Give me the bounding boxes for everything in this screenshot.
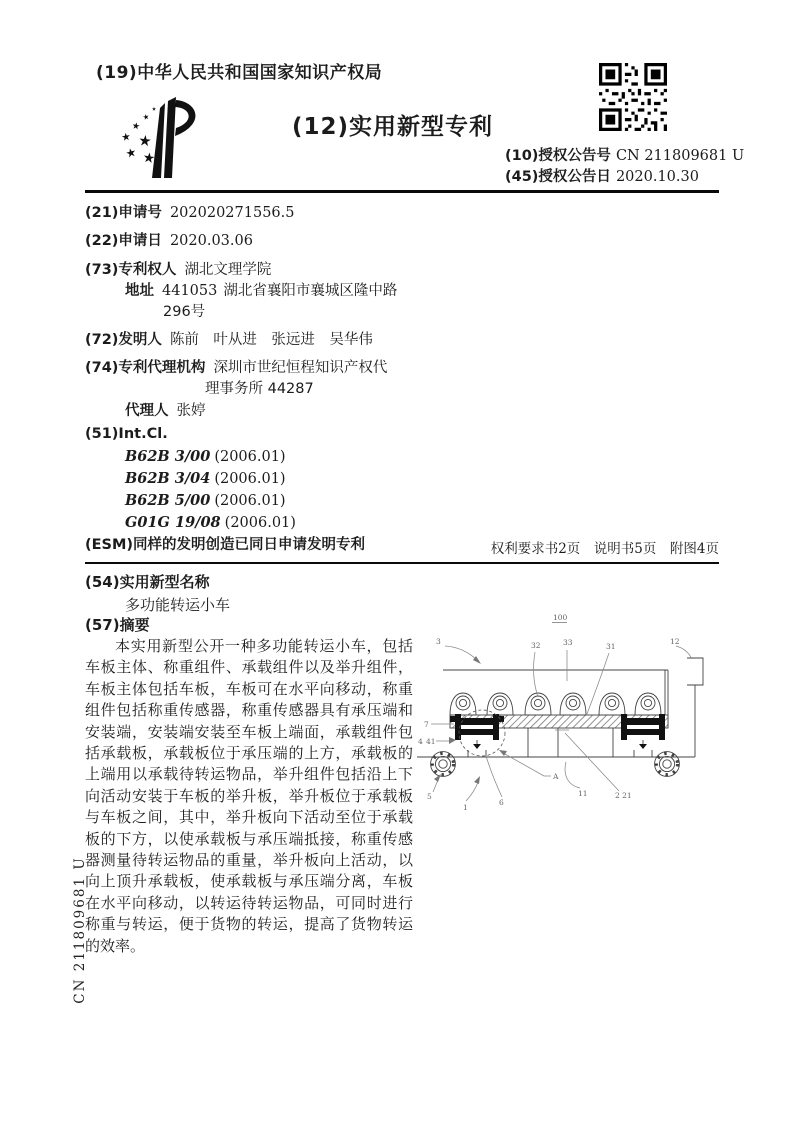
intcl-version: (2006.01): [214, 449, 286, 465]
doc-type-title: (12)实用新型专利: [292, 114, 494, 140]
ref-A: A: [553, 772, 559, 781]
address-line1: 湖北省襄阳市襄城区隆中路: [223, 283, 398, 299]
ref-12: 12: [670, 637, 680, 646]
agency-value-line1: 深圳市世纪恒程知识产权代: [213, 360, 388, 376]
intcl-code-row: [125, 514, 296, 531]
cnipa-logo: [118, 94, 218, 190]
pages-info: 权利要求书2页 说明书5页 附图4页: [490, 541, 719, 557]
sensor-assembly-left: [450, 714, 504, 757]
pub-date-value: 2020.10.30: [615, 169, 699, 185]
patentee-row: [85, 258, 271, 279]
ref-6: 6: [499, 798, 504, 807]
patent-figure-drawing: [405, 598, 735, 838]
application-date-label: (22)申请日: [85, 233, 162, 249]
ref-11: 11: [578, 789, 588, 798]
ref-7: 7: [424, 720, 429, 729]
figure-number: 100: [553, 613, 568, 622]
agency-value-line2: 理事务所 44287: [205, 381, 314, 397]
invention-title: 多功能转运小车: [125, 596, 231, 614]
title-section-label: (54)实用新型名称: [85, 573, 210, 591]
intcl-code: B62B 3/00: [125, 448, 211, 465]
qr-code: [599, 63, 667, 135]
ref-1: 1: [463, 803, 468, 812]
intcl-code-row: [125, 492, 286, 509]
intcl-label: (51)Int.Cl.: [85, 426, 168, 442]
application-number-row: [85, 201, 294, 222]
address-line2: 296号: [163, 304, 206, 320]
intcl-version: (2006.01): [214, 471, 286, 487]
agent-label: 代理人: [125, 403, 169, 419]
publication-block: [505, 146, 744, 188]
figure-labels: [418, 613, 680, 812]
address-label: 地址: [125, 283, 154, 299]
intcl-row: [85, 426, 176, 442]
patentee-address-row: [125, 279, 397, 300]
application-date-row: [85, 229, 253, 250]
agent-row: [125, 399, 206, 420]
address-zip: 441053: [162, 283, 218, 299]
patent-figure: [405, 598, 735, 838]
patentee-label: (73)专利权人: [85, 262, 177, 278]
abstract-section-label: (57)摘要: [85, 616, 150, 634]
application-date-value: 2020.03.06: [169, 233, 253, 249]
ref-32: 32: [531, 641, 541, 650]
patent-office-name: (19)中华人民共和国国家知识产权局: [96, 63, 383, 83]
application-number-label: (21)申请号: [85, 205, 162, 221]
pub-number-row: [505, 146, 744, 167]
pub-number-value: CN 211809681 U: [615, 148, 745, 164]
ref-41: 41: [426, 737, 436, 746]
ref-4: 4: [418, 737, 423, 746]
ref-2-21: 2 21: [615, 791, 632, 800]
ref-33: 33: [563, 638, 573, 647]
roller-brackets: [450, 693, 661, 715]
intcl-code-row: [125, 448, 286, 465]
pub-date-label: (45)授权公告日: [505, 169, 611, 185]
pub-date-row: [505, 167, 744, 188]
agent-value: 张婷: [176, 403, 206, 419]
pub-number-label: (10)授权公告号: [505, 148, 611, 164]
agency-row2: [205, 377, 314, 398]
ref-31: 31: [606, 642, 616, 651]
intcl-code: B62B 3/04: [125, 470, 211, 487]
intcl-code: G01G 19/08: [125, 514, 221, 531]
wheel-left: [431, 752, 456, 777]
ref-5: 5: [427, 792, 432, 801]
inventors-row: [85, 328, 373, 349]
agency-row: [85, 356, 387, 377]
esm-note: (ESM)同样的发明创造已同日申请发明专利: [85, 537, 366, 553]
intcl-version: (2006.01): [224, 515, 296, 531]
section-divider: [85, 562, 719, 564]
abstract-text: 本实用新型公开一种多功能转运小车，包括车板主体、称重组件、承载组件以及举升组件，车板主体包括车板，车板可在水平向移动，称重组件包括称重传感器，称重传感器具有承压端和安装端，安装端安装至车板上端面，承载组件包括承载板，承载板位于承压端的上方，承载板的上端用以承载待转运物品，举升组件包括沿上下向活动安装于车板的举升板，举升板位于承载板与车板之间，其中，举升板向下活动至位于承载板的下方，以使承载板与承压端抵接，称重传感器测量待转运物品的重量，举升板向上活动，以向上顶升承载板，使承载板与承压端分离，车板在水平向移动，以转运待转运物品，可同时进行称重与转运，便于货物的转运，提高了货物转运的效率。: [85, 637, 413, 955]
inventors-label: (72)发明人: [85, 332, 162, 348]
patentee-value: 湖北文理学院: [184, 262, 272, 278]
sensor-assembly-right: [621, 714, 665, 757]
cnipa-logo-graphic: [118, 94, 218, 186]
qr-code-graphic: [599, 63, 667, 131]
patentee-address-row2: [163, 300, 205, 321]
ref-3: 3: [436, 637, 441, 646]
intcl-version: (2006.01): [214, 493, 286, 509]
intcl-code: B62B 5/00: [125, 492, 211, 509]
wheel-right: [655, 752, 680, 777]
vertical-doc-id: CN 211809681 U: [72, 856, 88, 1004]
agency-label: (74)专利代理机构: [85, 360, 206, 376]
application-number-value: 202020271556.5: [169, 205, 295, 221]
header-divider: [85, 190, 719, 193]
inventors-value: 陈前 叶从进 张远进 吴华伟: [169, 332, 373, 348]
intcl-code-row: [125, 470, 286, 487]
